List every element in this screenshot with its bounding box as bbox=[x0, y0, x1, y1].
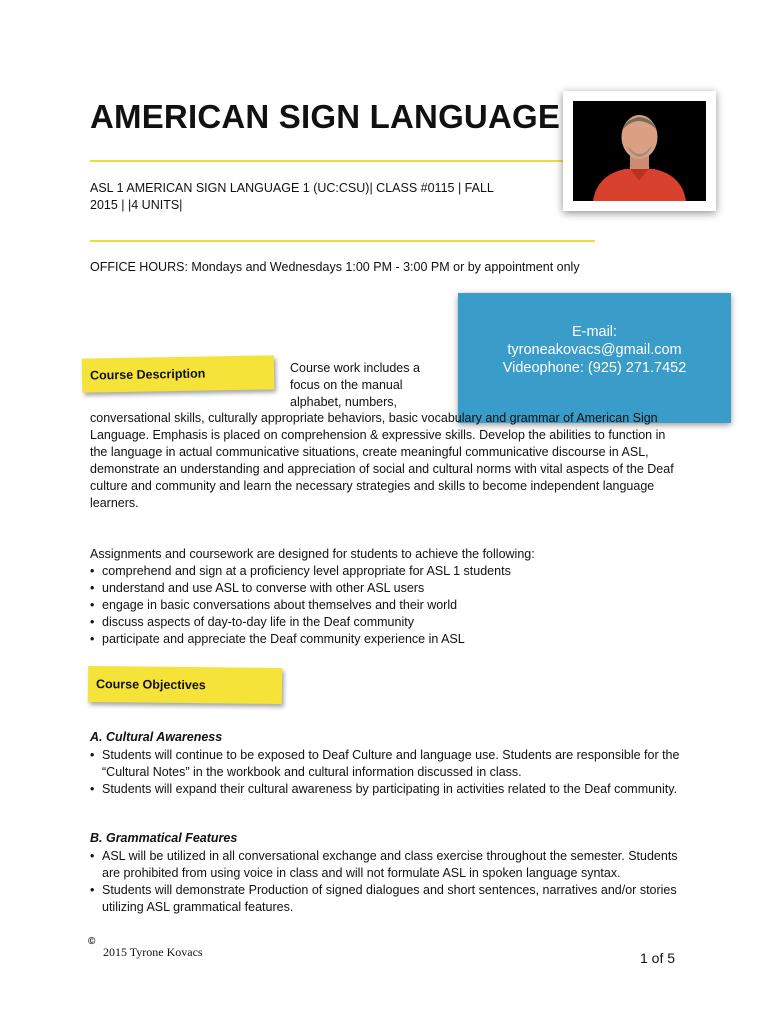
office-hours bbox=[90, 260, 580, 274]
contact-box bbox=[458, 293, 731, 423]
grammatical-features-heading: B. Grammatical Features bbox=[90, 831, 238, 845]
course-description-label: Course Description bbox=[82, 355, 275, 392]
list-item: • participate and appreciate the Deaf community experience in ASL bbox=[90, 631, 680, 648]
title-divider bbox=[90, 160, 570, 162]
office-hours-text: Mondays and Wednesdays 1:00 PM - 3:00 PM or by appointment only bbox=[191, 260, 580, 274]
page-title: AMERICAN SIGN LANGUAGE bbox=[90, 98, 561, 135]
course-description-body: conversational skills, culturally appropriate behaviors, basic vocabulary and grammar of American Sign Language. Emphasis is placed on comprehension & expressive skills. Develop the abilities to function in the language in actual communicative situations, create meaningful communicative discourse in ASL, demonstrate an understanding and appreciation of social and cultural norms with vital aspects of the Deaf culture and community and learn the necessary strategies and skills to become independent language learners. bbox=[90, 411, 674, 510]
course-description-intro: Course work includes a focus on the manual alphabet, numbers, bbox=[290, 361, 420, 409]
assignments-list bbox=[90, 563, 680, 648]
copyright-icon: © bbox=[88, 936, 96, 947]
cultural-awareness-list bbox=[90, 747, 690, 798]
course-info: ASL 1 AMERICAN SIGN LANGUAGE 1 (UC:CSU)| CLASS #0115 | FALL 2015 | |4 UNITS| bbox=[90, 181, 494, 212]
office-hours-label: OFFICE HOURS: bbox=[90, 260, 188, 274]
list-item: • understand and use ASL to converse with other ASL users bbox=[90, 580, 680, 597]
list-item: • discuss aspects of day-to-day life in the Deaf community bbox=[90, 614, 680, 631]
cultural-awareness-heading: A. Cultural Awareness bbox=[90, 730, 223, 744]
list-item: • ASL will be utilized in all conversational exchange and class exercise throughout the semester. Students are prohibited from using voice in class and will not formulate ASL in spoken language syntax. bbox=[90, 848, 690, 882]
list-item: • Students will continue to be exposed to Deaf Culture and language use. Students are responsible for the “Cultural Notes” in the workbook and cultural information discussed in class. bbox=[90, 747, 690, 781]
email-label: E-mail: bbox=[571, 324, 618, 340]
instructor-photo-frame bbox=[563, 91, 716, 211]
videophone-number: Videophone: (925) 271.7452 bbox=[502, 360, 687, 376]
email-address[interactable]: tyroneakovacs@gmail.com bbox=[507, 342, 682, 358]
assignments-section bbox=[90, 546, 680, 647]
copyright-text: 2015 Tyrone Kovacs bbox=[103, 945, 203, 959]
list-item: • engage in basic conversations about themselves and their world bbox=[90, 597, 680, 614]
course-objectives-label: Course Objectives bbox=[88, 666, 282, 704]
assignments-intro: Assignments and coursework are designed for students to achieve the following: bbox=[90, 547, 535, 561]
page-number: 1 of 5 bbox=[640, 950, 676, 966]
grammatical-features-list bbox=[90, 848, 690, 916]
instructor-portrait-icon bbox=[573, 101, 706, 201]
header-divider bbox=[90, 240, 595, 242]
list-item: • comprehend and sign at a proficiency level appropriate for ASL 1 students bbox=[90, 563, 680, 580]
list-item: • Students will expand their cultural awareness by participating in activities related to the Deaf community. bbox=[90, 781, 690, 798]
instructor-photo bbox=[573, 101, 706, 201]
list-item: • Students will demonstrate Production of signed dialogues and short sentences, narratives and/or stories utilizing ASL grammatical features. bbox=[90, 882, 690, 916]
